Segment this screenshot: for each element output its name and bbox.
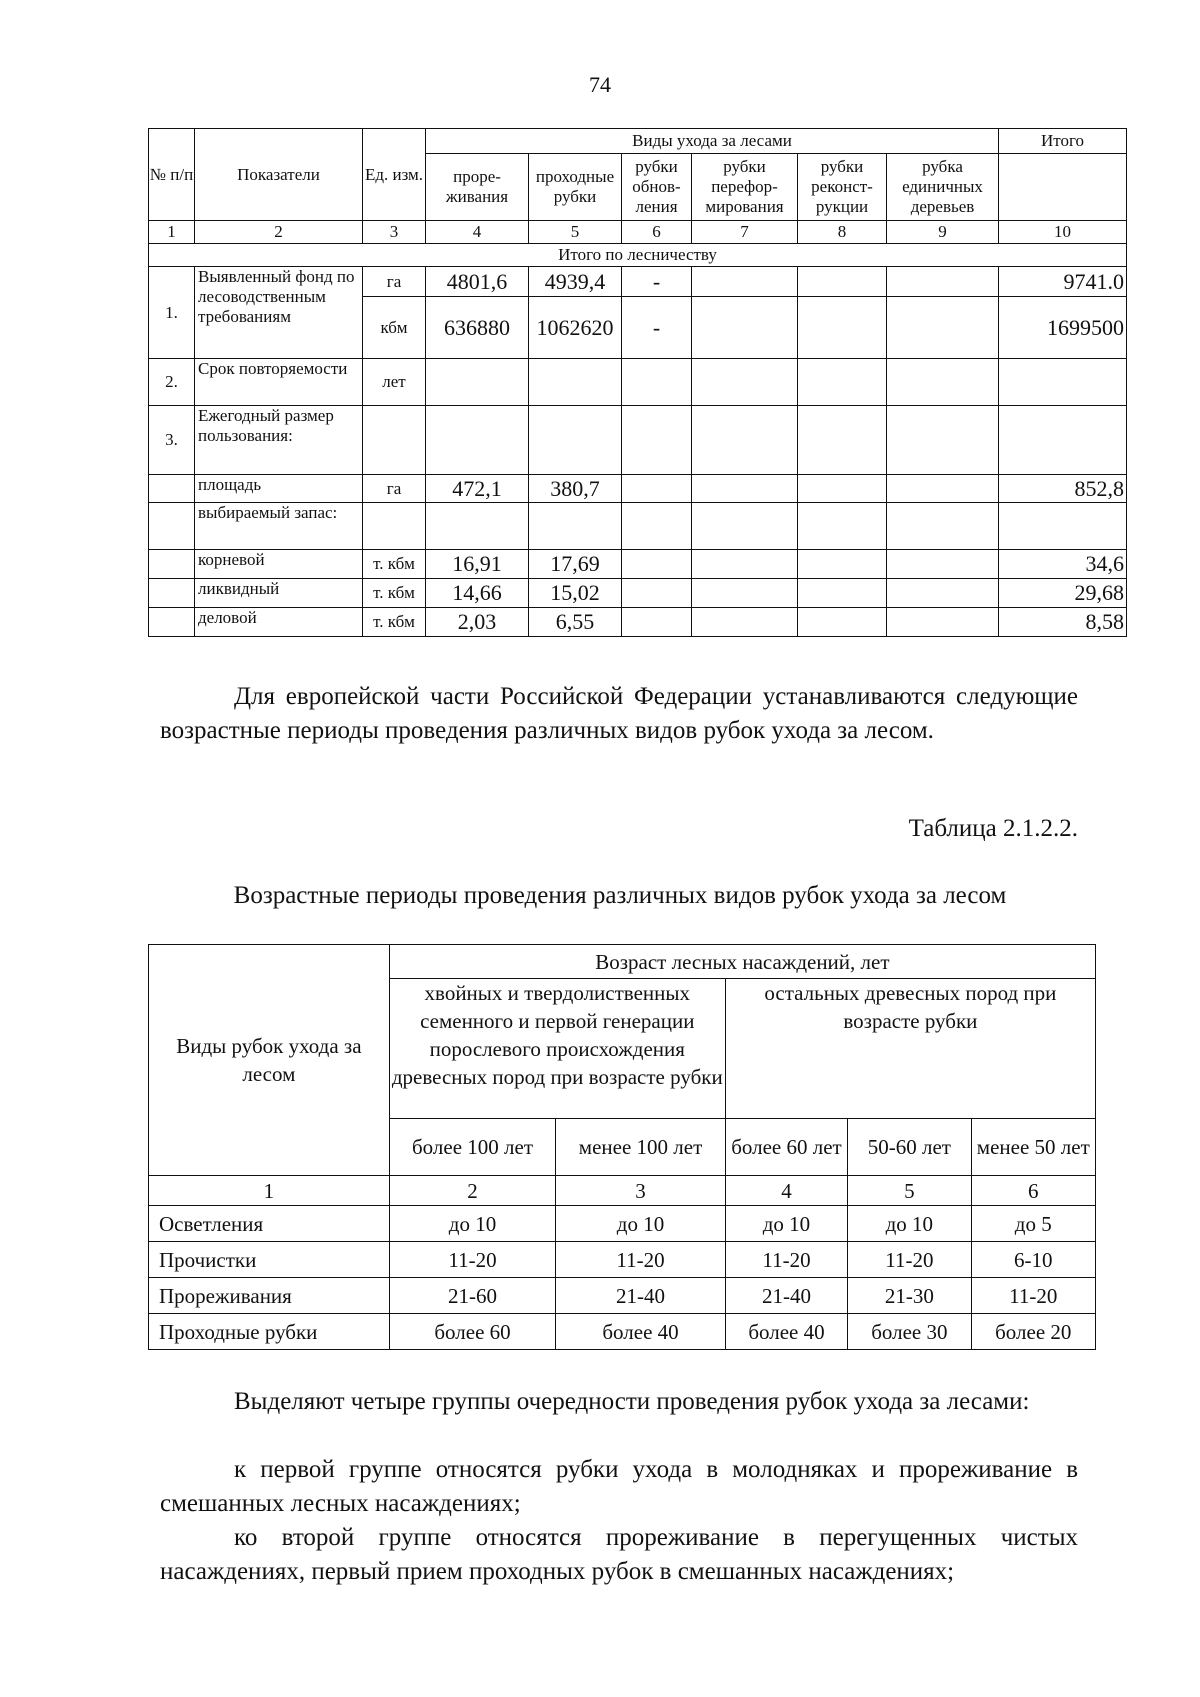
- col-number: 6: [971, 1176, 1095, 1206]
- row-label-annual: Ежегодный размер пользования:: [195, 406, 363, 475]
- value-cell: 4801,6: [426, 267, 529, 297]
- row-label-area: площадь: [195, 475, 363, 503]
- value-cell: 472,1: [426, 475, 529, 503]
- col-number: 8: [798, 221, 887, 244]
- table-cell: 21-60: [389, 1278, 556, 1314]
- table-cell: более 60: [389, 1314, 556, 1350]
- row-name: Проходные рубки: [149, 1314, 390, 1350]
- value-cell: 14,66: [426, 579, 529, 608]
- header-total: Итого: [999, 129, 1127, 154]
- table-cell: более 30: [848, 1314, 971, 1350]
- col-number: 7: [692, 221, 798, 244]
- col-number: 2: [195, 221, 363, 244]
- table-cell: 11-20: [725, 1242, 847, 1278]
- table-cell: более 40: [725, 1314, 847, 1350]
- table-title: Возрастные периоды проведения различных видов рубок ухода за лесом: [233, 882, 1007, 909]
- value-cell: 15,02: [529, 579, 622, 608]
- header-age: Возраст лесных насаждений, лет: [389, 945, 1095, 979]
- unit-cell: га: [363, 267, 426, 297]
- unit-cell: т. кбм: [363, 608, 426, 637]
- col-number: 1: [149, 221, 195, 244]
- header-indicators: Показатели: [195, 129, 363, 221]
- table-cell: до 5: [971, 1206, 1095, 1242]
- paragraph-groups-intro: Выделяют четыре группы очередности проведения рубок ухода за лесами:: [234, 1388, 1030, 1415]
- paragraph-age-periods-intro: Для европейской части Российской Федерации устанавливаются следующие возрастные периоды проведения различных видов рубок ухода за лесом.: [160, 683, 1078, 744]
- header-sub: менее 50 лет: [971, 1119, 1095, 1176]
- col-number: 5: [529, 221, 622, 244]
- table-cell: до 10: [848, 1206, 971, 1242]
- value-cell: 6,55: [529, 608, 622, 637]
- row-name: Прочистки: [149, 1242, 390, 1278]
- header-sub: менее 100 лет: [556, 1119, 726, 1176]
- total-cell: 9741.0: [999, 267, 1127, 297]
- paragraph-first-group: к первой группе относятся рубки ухода в молодняках и прореживание в смешанных лесных насаждениях;: [160, 1456, 1078, 1517]
- table-cell: 11-20: [556, 1242, 726, 1278]
- total-cell: 1699500: [999, 297, 1127, 359]
- row-label-liquid: ликвидный: [195, 579, 363, 608]
- table-cell: 6-10: [971, 1242, 1095, 1278]
- total-cell: 34,6: [999, 550, 1127, 579]
- header-type-renewal: рубки обнов-ления: [622, 154, 692, 221]
- header-sub: более 100 лет: [389, 1119, 556, 1176]
- unit-cell: лет: [363, 359, 426, 406]
- header-type-reformation: рубки перефор-мирования: [692, 154, 798, 221]
- header-total-empty: [999, 154, 1127, 221]
- value-cell: -: [622, 267, 692, 297]
- header-type-thinning: проре-живания: [426, 154, 529, 221]
- col-number: 1: [149, 1176, 390, 1206]
- col-number: 4: [725, 1176, 847, 1206]
- header-sub: более 60 лет: [725, 1119, 847, 1176]
- row-label-root: корневой: [195, 550, 363, 579]
- col-number: 3: [363, 221, 426, 244]
- row-name: Осветления: [149, 1206, 390, 1242]
- unit-cell: т. кбм: [363, 579, 426, 608]
- table-cell: до 10: [556, 1206, 726, 1242]
- row-label-stock: выбираемый запас:: [195, 503, 363, 550]
- total-cell: 8,58: [999, 608, 1127, 637]
- unit-cell: га: [363, 475, 426, 503]
- age-periods-table: [148, 944, 1096, 1350]
- value-cell: -: [622, 297, 692, 359]
- paragraph-second-group: ко второй группе относятся прореживание в перегущенных чистых насаждениях, первый прием проходных рубок в смешанных насаждениях;: [160, 1524, 1078, 1585]
- table-cell: 21-30: [848, 1278, 971, 1314]
- table-cell: 11-20: [971, 1278, 1095, 1314]
- row-label-business: деловой: [195, 608, 363, 637]
- value-cell: 380,7: [529, 475, 622, 503]
- value-cell: 1062620: [529, 297, 622, 359]
- unit-cell: кбм: [363, 297, 426, 359]
- col-number: 6: [622, 221, 692, 244]
- value-cell: 4939,4: [529, 267, 622, 297]
- row-name: Прореживания: [149, 1278, 390, 1314]
- page-number: 74: [589, 72, 611, 97]
- header-unit: Ед. изм.: [363, 129, 426, 221]
- header-kinds: Виды рубок ухода за лесом: [149, 945, 390, 1176]
- col-number: 2: [389, 1176, 556, 1206]
- row-label-period: Срок повторяемости: [195, 359, 363, 406]
- row-label-fund: Выявленный фонд по лесоводственным требованиям: [195, 267, 363, 359]
- table-number: Таблица 2.1.2.2.: [908, 815, 1078, 842]
- total-cell: 29,68: [999, 579, 1127, 608]
- row-num: 1.: [149, 267, 195, 359]
- header-type-single-trees: рубка единичных деревьев: [887, 154, 999, 221]
- table-cell: до 10: [725, 1206, 847, 1242]
- table-cell: более 40: [556, 1314, 726, 1350]
- value-cell: 17,69: [529, 550, 622, 579]
- unit-cell: т. кбм: [363, 550, 426, 579]
- table-cell: 11-20: [848, 1242, 971, 1278]
- table-cell: более 20: [971, 1314, 1095, 1350]
- col-number: 10: [999, 221, 1127, 244]
- header-care-types: Виды ухода за лесами: [426, 129, 999, 154]
- header-sub: 50-60 лет: [848, 1119, 971, 1176]
- forest-care-fund-table: [148, 128, 1127, 637]
- section-title: Итого по лесничеству: [149, 244, 1127, 267]
- value-cell: 16,91: [426, 550, 529, 579]
- col-number: 9: [887, 221, 999, 244]
- row-num: 3.: [149, 406, 195, 475]
- col-number: 4: [426, 221, 529, 244]
- col-number: 5: [848, 1176, 971, 1206]
- table-cell: до 10: [389, 1206, 556, 1242]
- table-cell: 21-40: [725, 1278, 847, 1314]
- value-cell: 2,03: [426, 608, 529, 637]
- header-type-passage: проходные рубки: [529, 154, 622, 221]
- header-num: № п/п: [149, 129, 195, 221]
- table-cell: 11-20: [389, 1242, 556, 1278]
- col-number: 3: [556, 1176, 726, 1206]
- header-type-reconstruction: рубки реконст-рукции: [798, 154, 887, 221]
- table-cell: 21-40: [556, 1278, 726, 1314]
- header-group-conifers: хвойных и твердолиственных семенного и первой генерации порослевого происхождения древесных пород при возрасте рубки: [389, 979, 725, 1119]
- value-cell: 636880: [426, 297, 529, 359]
- header-group-others: остальных древесных пород при возрасте рубки: [725, 979, 1095, 1119]
- total-cell: 852,8: [999, 475, 1127, 503]
- row-num: 2.: [149, 359, 195, 406]
